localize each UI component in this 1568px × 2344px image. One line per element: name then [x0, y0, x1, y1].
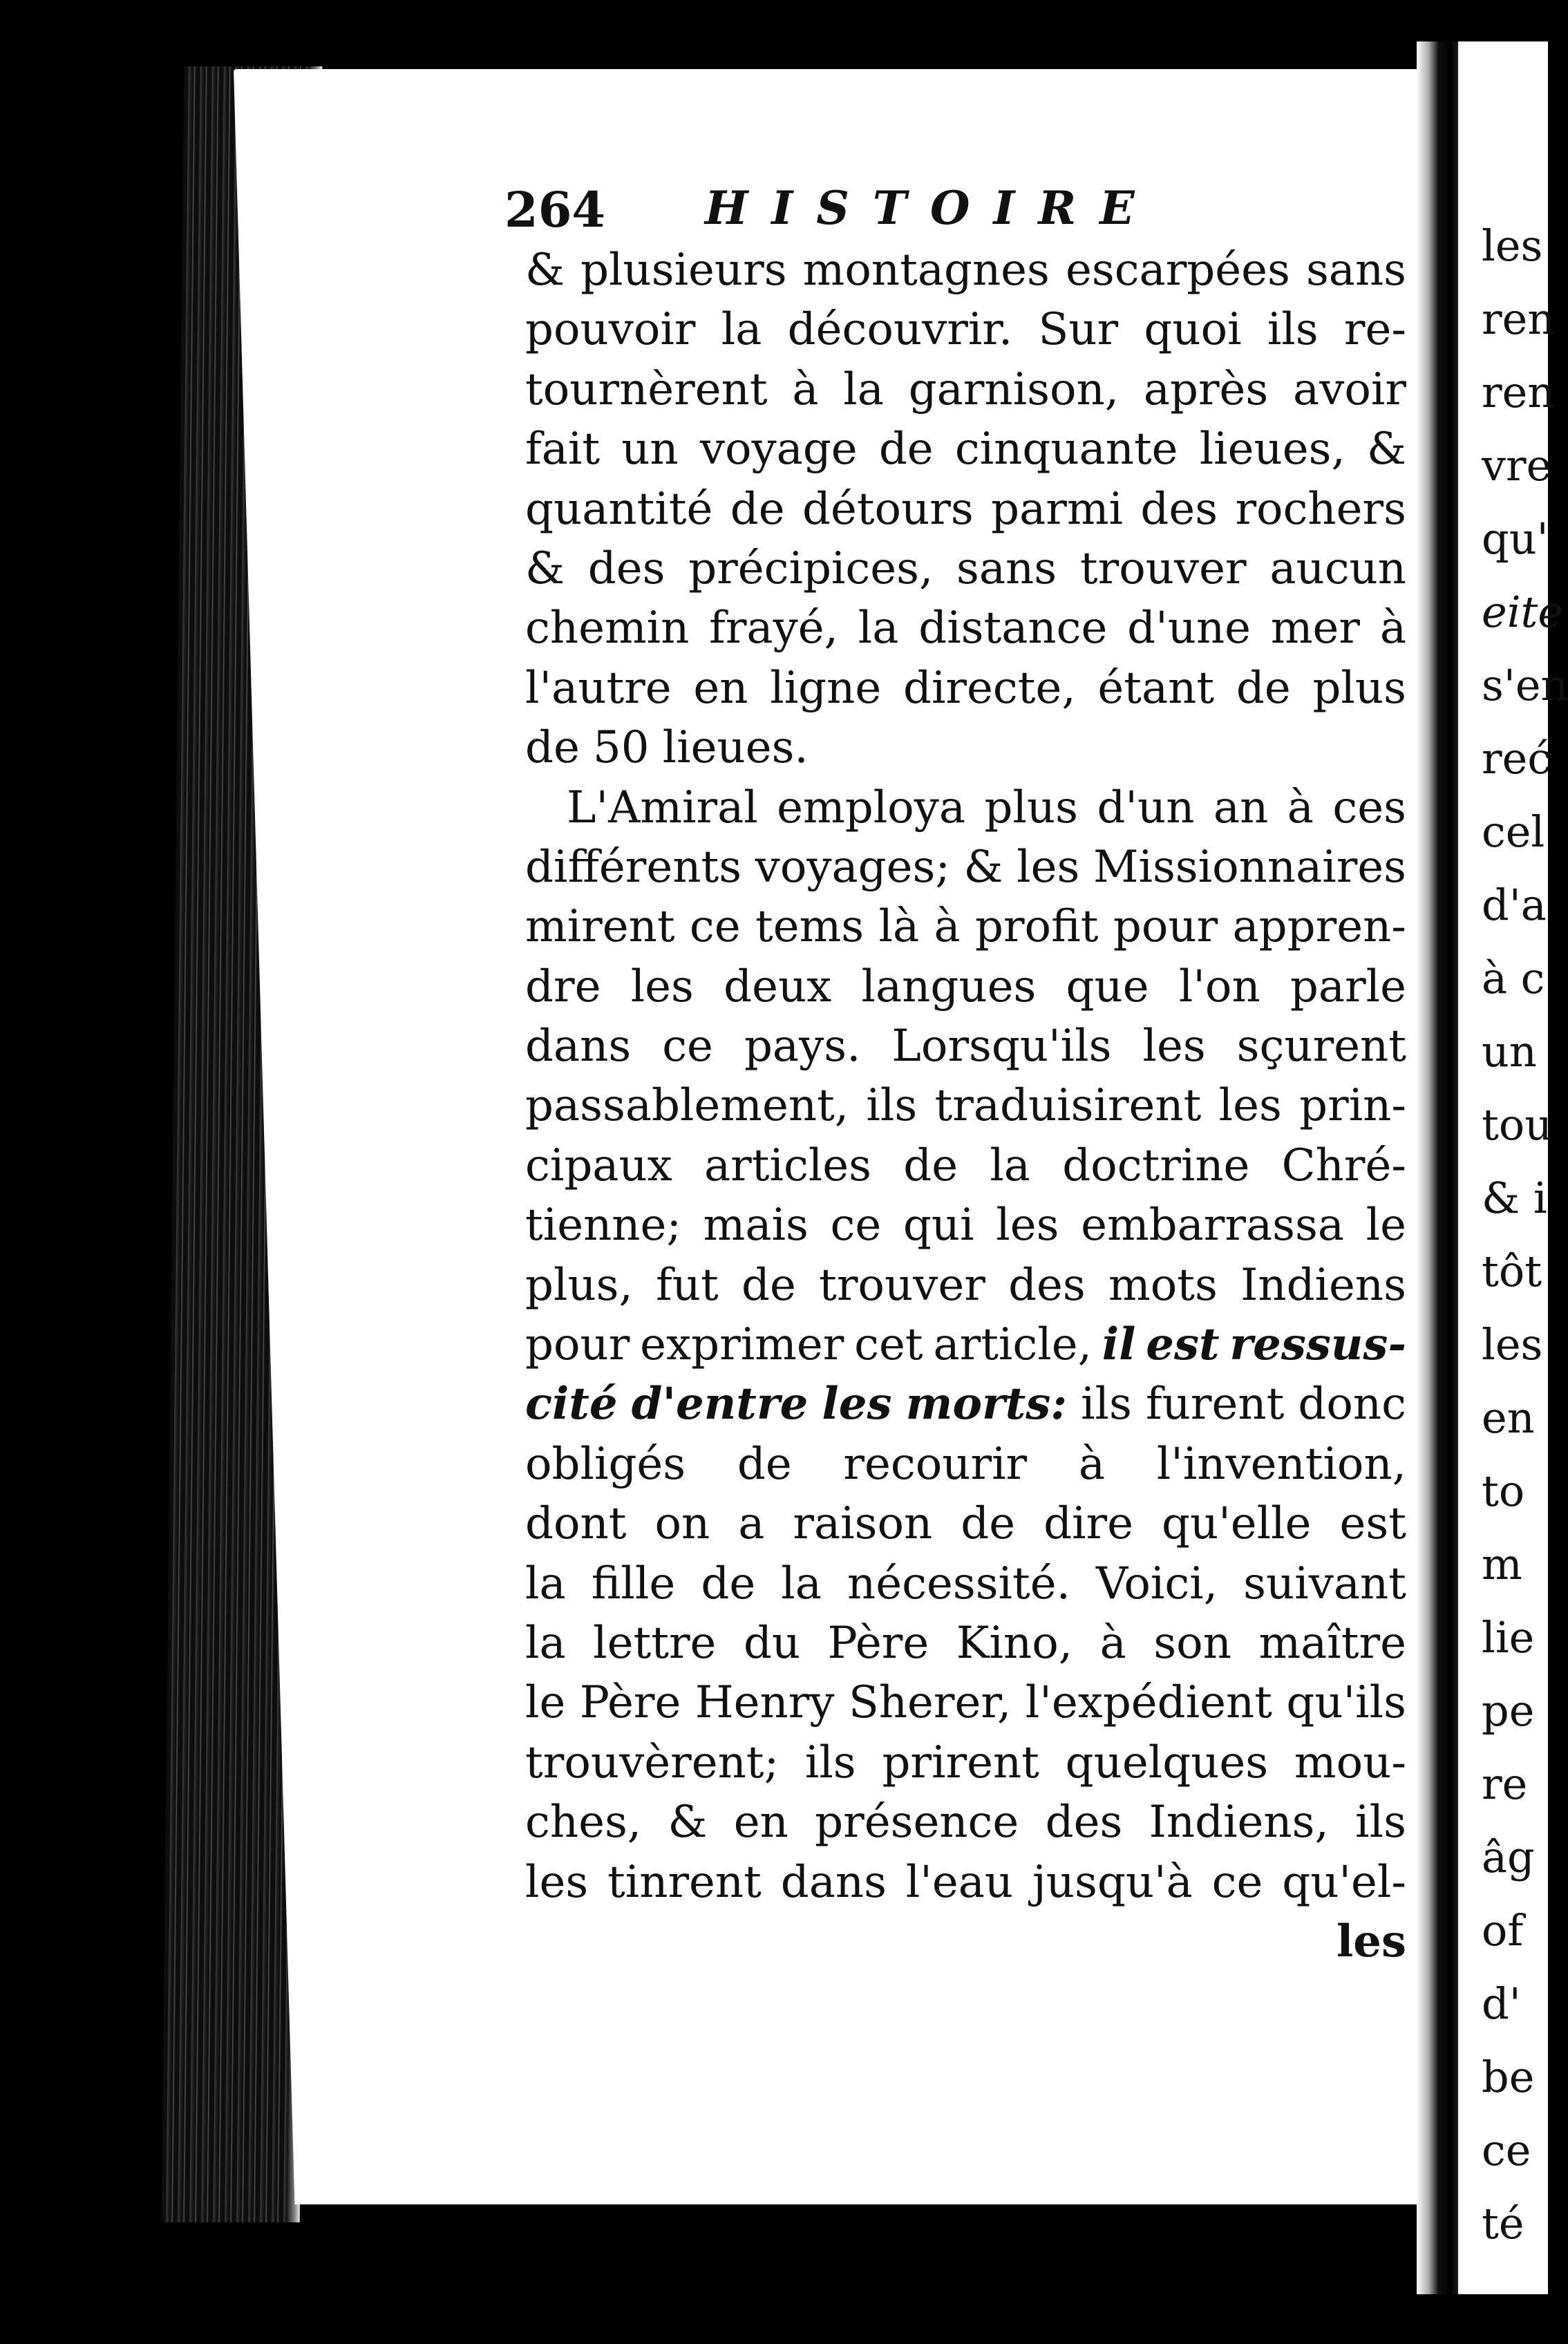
facing-page-fragment: & i — [1482, 1173, 1547, 1223]
word: article, — [933, 1319, 1092, 1371]
word: plus — [1312, 662, 1406, 714]
word: les — [1218, 1080, 1282, 1132]
word: nécessité. — [847, 1558, 1070, 1609]
word: à — [1379, 603, 1406, 654]
word: des — [1008, 1259, 1086, 1311]
facing-page-fragment: ren — [1482, 294, 1556, 344]
word: tournèrent — [525, 363, 768, 415]
word: plusieurs — [580, 245, 787, 296]
facing-page-fragment: ce — [1482, 2125, 1531, 2175]
word: ces — [1332, 782, 1406, 833]
word: passablement, — [525, 1080, 849, 1132]
text-line — [525, 897, 1406, 956]
word: 50 — [593, 722, 650, 774]
word: trouver — [1079, 542, 1247, 594]
word: articles — [704, 1140, 871, 1191]
word: Indiens — [1240, 1259, 1406, 1311]
facing-page-fragment: d'a — [1482, 880, 1547, 930]
word: fille — [591, 1558, 676, 1609]
facing-page-fragment: cel — [1482, 806, 1545, 857]
text-line — [525, 1673, 1406, 1732]
facing-page-fragment: reć — [1482, 733, 1552, 784]
word: les — [1017, 841, 1080, 893]
word: ches, — [525, 1797, 642, 1849]
word: des — [1140, 483, 1218, 535]
word: dans — [525, 1021, 632, 1072]
word: recourir — [843, 1438, 1028, 1490]
word: plus, — [525, 1259, 633, 1311]
word: parmi — [991, 483, 1123, 535]
word: pays. — [744, 1021, 861, 1072]
text-line — [525, 957, 1406, 1017]
word: l'invention, — [1156, 1438, 1406, 1490]
word: an — [1213, 782, 1269, 833]
word: précipices, — [688, 542, 934, 594]
word: frayé, — [709, 603, 838, 654]
word: de — [878, 424, 934, 475]
facing-page-fragment: à c — [1482, 953, 1545, 1003]
facing-page-fragment: pe — [1482, 1685, 1535, 1736]
word: sans — [1305, 245, 1406, 296]
facing-page-fragment: re — [1482, 1759, 1528, 1809]
word: plus — [984, 782, 1078, 833]
word: appren- — [1232, 901, 1406, 953]
word: mots — [1108, 1259, 1218, 1311]
word: profit — [974, 901, 1099, 953]
word: ce — [689, 901, 741, 953]
word: les — [525, 1856, 589, 1908]
text-line — [525, 1315, 1406, 1374]
facing-page-fragment: qu' — [1482, 513, 1549, 564]
word: en — [733, 1797, 788, 1849]
facing-page-fragment: les — [1482, 220, 1543, 271]
facing-page-fragment: to — [1482, 1466, 1525, 1516]
word: mer — [1270, 603, 1361, 654]
text-line — [525, 838, 1406, 897]
word: & — [525, 245, 565, 296]
word: de — [742, 1259, 796, 1311]
word: de — [1236, 662, 1291, 714]
word: ce — [830, 1200, 882, 1251]
facing-page-fragment: s'en — [1482, 660, 1568, 710]
word: Sur — [1038, 304, 1119, 356]
word: morts: — [905, 1378, 1067, 1430]
word: détours — [802, 483, 974, 535]
facing-page-fragment: m — [1482, 1539, 1522, 1589]
word: l'expédient — [1025, 1677, 1272, 1729]
word: furent — [1145, 1379, 1285, 1430]
word: présence — [815, 1797, 1019, 1849]
word: il — [1102, 1318, 1136, 1371]
word: donc — [1298, 1379, 1406, 1430]
word: obligés — [525, 1438, 686, 1490]
word: fut — [656, 1259, 719, 1311]
word: prirent — [882, 1737, 1039, 1788]
word: tinrent — [607, 1856, 762, 1908]
word: d'entre — [631, 1378, 809, 1430]
word: distance — [918, 603, 1108, 654]
word: tienne; — [525, 1200, 681, 1251]
word: traduisirent — [934, 1080, 1202, 1132]
word: dre — [525, 961, 601, 1012]
word: ce — [1211, 1856, 1263, 1908]
word: les — [1142, 1021, 1206, 1072]
word: exprimer — [640, 1319, 844, 1371]
facing-page-fragment: té — [1482, 2198, 1524, 2249]
text-line — [525, 300, 1406, 359]
word: avoir — [1293, 363, 1406, 415]
text-line — [525, 598, 1406, 658]
word: ils — [1355, 1797, 1406, 1849]
word: sans — [956, 542, 1057, 594]
text-line — [525, 1374, 1406, 1434]
word: Lorsqu'ils — [891, 1021, 1112, 1072]
word: re- — [1343, 304, 1406, 356]
word: rochers — [1235, 483, 1406, 535]
catchword: les — [1336, 1915, 1406, 1967]
text-line — [525, 1853, 1406, 1912]
word: les — [822, 1378, 892, 1430]
word: ils — [1081, 1379, 1132, 1430]
word: différents — [525, 841, 742, 893]
text-line — [525, 718, 1406, 777]
word: ils — [1267, 304, 1319, 356]
word: à — [934, 901, 961, 953]
word: directe, — [903, 662, 1076, 714]
word: qui — [903, 1200, 974, 1251]
text-line — [525, 480, 1406, 539]
text-line — [525, 1017, 1406, 1076]
word: garnison, — [908, 363, 1120, 415]
word: montagnes — [802, 245, 1050, 296]
word: son — [1153, 1617, 1231, 1669]
word: tems — [755, 901, 865, 953]
word: dont — [525, 1498, 627, 1550]
word: ils — [866, 1080, 918, 1132]
text-line — [525, 1554, 1406, 1614]
word: dans — [780, 1856, 887, 1908]
word: l'eau — [905, 1856, 1014, 1908]
word: Chré- — [1281, 1140, 1406, 1191]
word: cet — [854, 1319, 923, 1371]
word: le — [1366, 1200, 1406, 1251]
text-line — [525, 778, 1406, 838]
facing-page-fragment: eite — [1482, 587, 1564, 637]
word: de — [525, 722, 580, 774]
header-title: HISTOIRE — [705, 181, 1158, 235]
text-body — [525, 240, 1406, 1967]
word: Kino, — [956, 1617, 1073, 1669]
word: d'une — [1127, 603, 1251, 654]
word: pour — [525, 1319, 630, 1371]
word: maître — [1258, 1617, 1406, 1669]
word: langues — [861, 961, 1037, 1012]
word: voyages; — [755, 841, 950, 893]
word: lieues. — [662, 722, 809, 774]
word: à — [1099, 1617, 1126, 1669]
word: quantité — [525, 483, 713, 535]
text-line — [525, 1614, 1406, 1673]
facing-page-fragment: âg — [1482, 1832, 1535, 1882]
word: de — [961, 1498, 1016, 1550]
word: ils — [804, 1737, 856, 1788]
word: la — [525, 1558, 566, 1609]
text-line — [525, 539, 1406, 598]
word: le — [525, 1677, 566, 1729]
word: la — [858, 603, 899, 654]
text-line — [525, 360, 1406, 419]
text-line — [525, 1435, 1406, 1494]
word: à — [1287, 782, 1314, 833]
word: en — [693, 662, 748, 714]
word: est — [1146, 1318, 1220, 1371]
word: à — [792, 363, 819, 415]
facing-page-fragment: en — [1482, 1392, 1535, 1443]
word: du — [743, 1617, 801, 1669]
word: des — [1045, 1797, 1123, 1849]
facing-page-fragment: les — [1482, 1319, 1543, 1370]
word: à — [1078, 1438, 1105, 1490]
word: deux — [724, 961, 832, 1012]
word: dire — [1043, 1498, 1133, 1550]
word: cité — [525, 1378, 618, 1430]
facing-page — [1458, 41, 1568, 2294]
word: ressus- — [1229, 1318, 1406, 1371]
word: pour — [1113, 901, 1218, 953]
word: & — [963, 841, 1003, 893]
word: & — [1366, 424, 1406, 475]
word: pouvoir — [525, 304, 696, 356]
word: là — [878, 901, 920, 953]
word: de — [730, 483, 785, 535]
facing-page-fragment: tou — [1482, 1099, 1553, 1150]
word: Père — [827, 1617, 929, 1669]
word: suivant — [1243, 1558, 1406, 1609]
facing-page-fragment: lie — [1482, 1612, 1535, 1663]
word: mirent — [525, 901, 675, 953]
word: l'autre — [525, 662, 672, 714]
word: de — [701, 1558, 756, 1609]
word: les — [996, 1200, 1059, 1251]
word: fait — [525, 424, 601, 475]
text-line — [525, 1195, 1406, 1255]
word: des — [587, 542, 665, 594]
text-line — [525, 1733, 1406, 1793]
text-line — [525, 1494, 1406, 1553]
word: Missionnaires — [1093, 841, 1406, 893]
page-number: 264 — [504, 181, 606, 238]
facing-page-fragment: un — [1482, 1026, 1537, 1077]
word: on — [654, 1498, 710, 1550]
word: qu'ils — [1286, 1677, 1406, 1729]
word: découvrir. — [787, 304, 1013, 356]
word: raison — [793, 1498, 933, 1550]
word: qu'elle — [1162, 1498, 1312, 1550]
word: Père — [579, 1677, 681, 1729]
word: la — [781, 1558, 822, 1609]
facing-page-fragment: d' — [1482, 1978, 1521, 2029]
facing-page-fragment: of — [1482, 1905, 1524, 1956]
word: embarrassa — [1081, 1200, 1344, 1251]
text-line — [525, 1136, 1406, 1195]
word: jusqu'à — [1032, 1856, 1193, 1908]
facing-page-fragment: ren — [1482, 367, 1556, 417]
word: chemin — [525, 603, 690, 654]
word: quoi — [1144, 304, 1242, 356]
word: cinquante — [954, 424, 1178, 475]
word: que — [1066, 961, 1149, 1012]
word: lieues, — [1199, 424, 1345, 475]
text-line — [525, 240, 1406, 300]
word: parle — [1290, 961, 1406, 1012]
word: les — [630, 961, 694, 1012]
word: L'Amiral — [567, 782, 758, 833]
word: la — [990, 1140, 1030, 1191]
word: qu'el- — [1282, 1856, 1406, 1908]
word: quelques — [1065, 1737, 1269, 1788]
word: la — [843, 363, 884, 415]
word: ce — [662, 1021, 713, 1072]
word: cipaux — [525, 1140, 672, 1191]
word: doctrine — [1062, 1140, 1250, 1191]
text-line — [525, 1256, 1406, 1315]
word: est — [1339, 1498, 1406, 1550]
word: Sherer, — [848, 1677, 1012, 1729]
word: étant — [1097, 662, 1215, 714]
word: Voici, — [1096, 1558, 1218, 1609]
word: la — [721, 304, 762, 356]
word: prin- — [1299, 1080, 1406, 1132]
word: de — [903, 1140, 958, 1191]
text-line — [525, 419, 1406, 479]
word: mais — [703, 1200, 809, 1251]
word: l'on — [1178, 961, 1260, 1012]
word: & — [525, 542, 565, 594]
word: lettre — [593, 1617, 717, 1669]
word: après — [1143, 363, 1269, 415]
text-line — [525, 1076, 1406, 1135]
word: ligne — [770, 662, 882, 714]
facing-page-fragment: vre — [1482, 440, 1552, 491]
word: & — [668, 1797, 708, 1849]
word: voyage — [699, 424, 858, 475]
word: Henry — [695, 1677, 835, 1729]
word: a — [738, 1498, 765, 1550]
word: un — [621, 424, 679, 475]
word: sçurent — [1236, 1021, 1406, 1072]
running-head — [504, 181, 1417, 236]
word: employa — [777, 782, 965, 833]
word: escarpées — [1065, 245, 1290, 296]
word: de — [737, 1438, 792, 1490]
word: Indiens, — [1149, 1797, 1329, 1849]
word: d'un — [1097, 782, 1195, 833]
text-line — [525, 659, 1406, 718]
facing-page-fragment: tôt — [1482, 1246, 1542, 1296]
word: mou- — [1294, 1737, 1406, 1788]
word: trouvèrent; — [525, 1737, 780, 1788]
text-line — [525, 1793, 1406, 1852]
word: la — [525, 1617, 566, 1669]
word: aucun — [1269, 542, 1406, 594]
word: trouver — [819, 1259, 985, 1311]
facing-page-fragment: be — [1482, 2052, 1535, 2102]
